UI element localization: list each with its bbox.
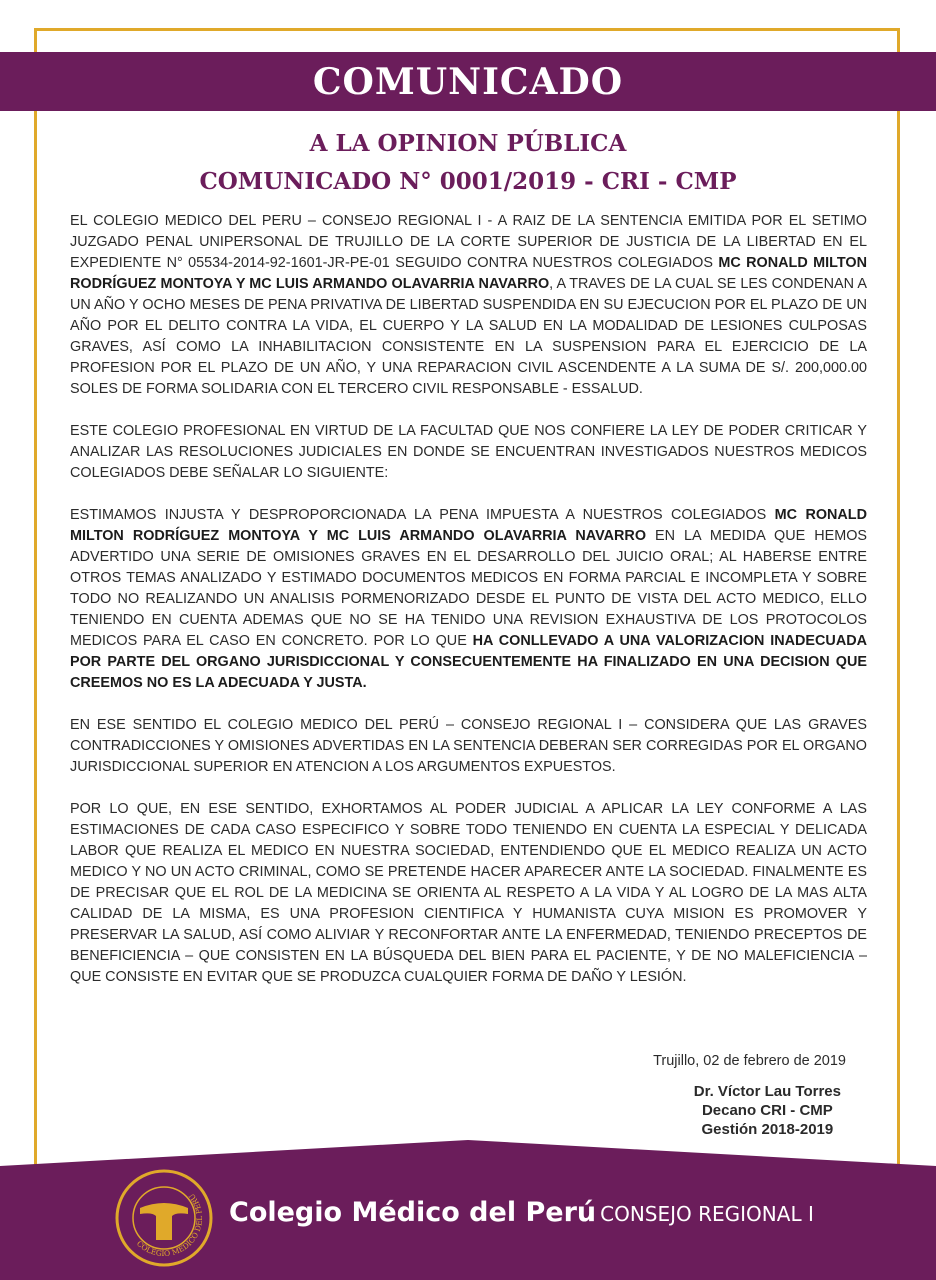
signature-block xyxy=(694,1082,841,1139)
paragraph-1-names: MC RONALD MILTON RODRÍGUEZ MONTOYA Y MC LUIS ARMANDO OLAVARRIA NAVARRO xyxy=(70,255,867,292)
footer-institution-name: Colegio Médico del Perú xyxy=(229,1197,597,1228)
signer-name: Dr. Víctor Lau Torres xyxy=(693,1083,841,1100)
signer-role: Decano CRI - CMP xyxy=(701,1102,833,1119)
paragraph-2: ESTE COLEGIO PROFESIONAL EN VIRTUD DE LA FACULTAD QUE NOS CONFIERE LA LEY DE PODER CRITICAR Y ANALIZAR LAS RESOLUCIONES JUDICIALES EN DONDE SE ENCUENTRAN INVESTIGADOS NUESTROS MEDICOS COLEGIADOS DEBE SEÑALAR LO SIGUIENTE: xyxy=(70,423,867,481)
subtitle-communique-number: COMUNICADO N° 0001/2019 - CRI - CMP xyxy=(199,168,737,195)
paragraph-1-text-a: EL COLEGIO MEDICO DEL PERU – CONSEJO REGIONAL I - A RAIZ DE LA SENTENCIA EMITIDA POR EL SETIMO JUZGADO PENAL UNIPERSONAL DE TRUJILLO DE LA CORTE SUPERIOR DE JUSTICIA DE LA LIBERTAD EN EL EXPEDIENTE N° 05534-2014-92-1601-JR-PE-01 SEGUIDO CONTRA NUESTROS COLEGIADOS xyxy=(70,213,867,271)
paragraph-3-text-a: ESTIMAMOS INJUSTA Y DESPROPORCIONADA LA PENA IMPUESTA A NUESTROS COLEGIADOS xyxy=(70,507,775,523)
paragraph-5: POR LO QUE, EN ESE SENTIDO, EXHORTAMOS AL PODER JUDICIAL A APLICAR LA LEY CONFORME A LAS ESTIMACIONES DE CADA CASO ESPECIFICO Y SOBRE TODO TENIENDO EN CUENTA LA ESPECIAL Y DELICADA LABOR QUE REALIZA EL MEDICO EN NUESTRA SOCIEDAD, ENTENDIENDO QUE EL MEDICO REALIZA UN ACTO MEDICO Y NO UN ACTO CRIMINAL, COMO SE PRETENDE HACER APARECER ANTE LA SOCIEDAD. FINALMENTE ES DE PRECISAR QUE EL ROL DE LA MEDICINA SE ORIENTA AL RESPETO A LA VIDA Y AL LOGRO DE LA MAS ALTA CALIDAD DE LA MISMA, ES UNA PROFESION CIENTIFICA Y HUMANISTA CUYA MISION ES PROMOVER Y PRESERVAR LA SALUD, ASÍ COMO ALIVIAR Y RECONFORTAR ANTE LA ENFERMEDAD, TENIENDO PRECEPTOS DE BENEFICIENCIA – QUE CONSISTEN EN LA BÚSQUEDA DEL BIEN PARA EL PACIENTE, Y DE NO MALEFICIENCIA – QUE CONSISTE EN EVITAR QUE SE PRODUZCA CUALQUIER FORMA DE DAÑO Y LESIÓN. xyxy=(70,801,867,985)
paragraph-3 xyxy=(70,505,867,694)
document-body xyxy=(70,211,867,1009)
paragraph-4: EN ESE SENTIDO EL COLEGIO MEDICO DEL PERÚ – CONSEJO REGIONAL I – CONSIDERA QUE LAS GRAVES CONTRADICCIONES Y OMISIONES ADVERTIDAS EN LA SENTENCIA DEBERAN SER CORREGIDAS POR EL ORGANO JURISDICCIONAL SUPERIOR EN ATENCION A LOS ARGUMENTOS EXPUESTOS. xyxy=(70,717,867,775)
footer-region: CONSEJO REGIONAL I xyxy=(600,1202,814,1226)
header-band xyxy=(0,52,936,111)
paragraph-3-names: MC RONALD MILTON RODRÍGUEZ MONTOYA Y MC LUIS ARMANDO OLAVARRIA NAVARRO xyxy=(70,507,867,544)
paragraph-1-text-c: , A TRAVES DE LA CUAL SE LES CONDENAN A UN AÑO Y OCHO MESES DE PENA PRIVATIVA DE LIBERTAD SUSPENDIDA EN SU EJECUCION POR EL PLAZO DE UN AÑO POR EL DELITO CONTRA LA VIDA, EL CUERPO Y LA SALUD EN LA MODALIDAD DE LESIONES CULPOSAS GRAVES, ASÍ COMO LA INHABILITACION CONSISTENTE EN LA SUSPENSION PARA EL EJERCICIO DE LA PROFESION POR EL PLAZO DE UN AÑO, Y UNA REPARACION CIVIL ASCENDENTE A LA SUMA DE S/. 200,000.00 SOLES DE FORMA SOLIDARIA CON EL TERCERO CIVIL RESPONSABLE - ESSALUD. xyxy=(70,276,867,397)
svg-text:COLEGIO MEDICO DEL PERU: COLEGIO MEDICO DEL PERU xyxy=(134,1191,205,1259)
college-seal-icon xyxy=(114,1168,214,1268)
footer-text xyxy=(229,1197,814,1228)
paragraph-3-text-c: EN LA MEDIDA QUE HEMOS ADVERTIDO UNA SERIE DE OMISIONES GRAVES EN EL DESARROLLO DEL JUICIO ORAL; AL HABERSE ENTRE OTROS TEMAS ANALIZADO Y ESTIMADO DOCUMENTOS MEDICOS EN FORMA PARCIAL E INCOMPLETA Y SOBRE TODO NO REALIZANDO UN ANALISIS PORMENORIZADO DESDE EL PUNTO DE VISTA DEL ACTO MEDICO, ELLO TENIENDO EN CUENTA ADEMAS QUE NO SE HA TENIDO UNA REVISION EXHAUSTIVA DE LOS PROTOCOLOS MEDICOS PARA EL CASO EN CONCRETO. POR LO QUE xyxy=(70,528,867,649)
signer-term: Gestión 2018-2019 xyxy=(701,1121,834,1138)
page-title: COMUNICADO xyxy=(312,60,624,103)
subtitle-public: A LA OPINION PÚBLICA xyxy=(309,130,627,157)
date-line: Trujillo, 02 de febrero de 2019 xyxy=(653,1053,846,1069)
paragraph-1 xyxy=(70,211,867,400)
paragraph-3-conclusion: HA CONLLEVADO A UNA VALORIZACION INADECUADA POR PARTE DEL ORGANO JURISDICCIONAL Y CONSECUENTEMENTE HA FINALIZADO EN UNA DECISION QUE CREEMOS NO ES LA ADECUADA Y JUSTA. xyxy=(70,633,867,691)
